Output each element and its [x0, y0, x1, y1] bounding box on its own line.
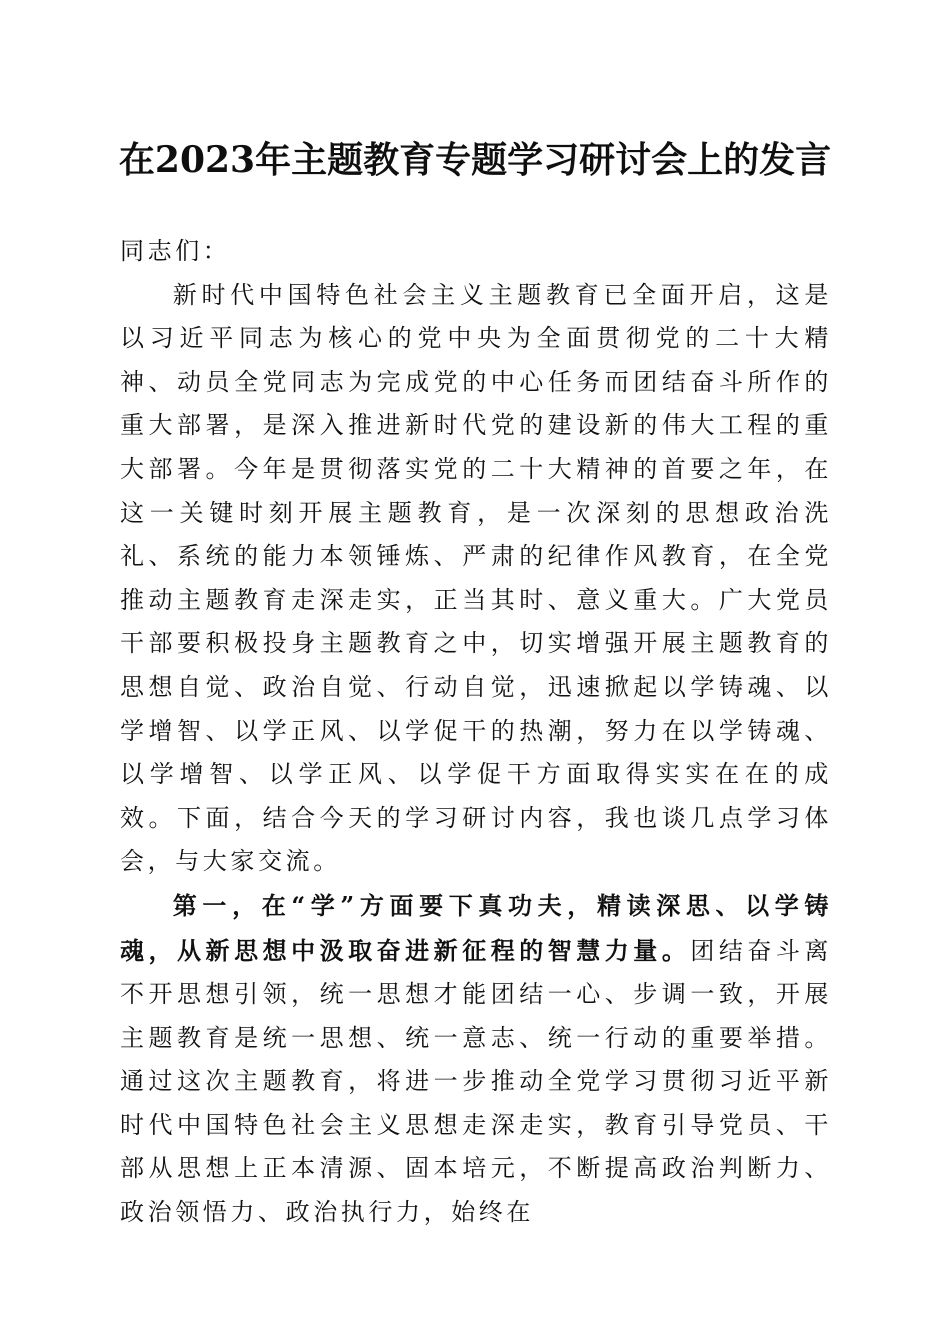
paragraph-first-point-body: 团结奋斗离不开思想引领，统一思想才能团结一心、步调一致，开展主题教育是统一思想、统一意志、统一行动的重要举措。通过这次主题教育，将进一步推动全党学习贯彻习近平新时代中国特色社会主义思想走深走实，教育引导党员、干部从思想上正本清源、固本培元，不断提高政治判断力、政治领悟力、政治执行力，始终在	[120, 936, 833, 1227]
paragraph-first-point	[120, 884, 832, 1235]
salutation: 同志们：	[120, 237, 231, 265]
document-title: 在2023年主题教育专题学习研讨会上的发言	[118, 139, 832, 181]
paragraph-first-point-lead: 第一，在“学”方面要下真功夫，精读深思、以学铸魂，从新思想中汲取奋进新征程的智慧力量。	[120, 890, 832, 965]
document-body	[120, 230, 832, 1235]
paragraph-intro: 新时代中国特色社会主义主题教育已全面开启，这是以习近平同志为核心的党中央为全面贯彻党的二十大精神、动员全党同志为完成党的中心任务而团结奋斗所作的重大部署，是深入推进新时代党的建设新的伟大工程的重大部署。今年是贯彻落实党的二十大精神的首要之年，在这一关键时刻开展主题教育，是一次深刻的思想政治洗礼、系统的能力本领锤炼、严肃的纪律作风教育，在全党推动主题教育走深走实，正当其时、意义重大。广大党员干部要积极投身主题教育之中，切实增强开展主题教育的思想自觉、政治自觉、行动自觉，迅速掀起以学铸魂、以学增智、以学正风、以学促干的热潮，努力在以学铸魂、以学增智、以学正风、以学促干方面取得实实在在的成效。下面，结合今天的学习研讨内容，我也谈几点学习体会，与大家交流。	[120, 280, 832, 876]
